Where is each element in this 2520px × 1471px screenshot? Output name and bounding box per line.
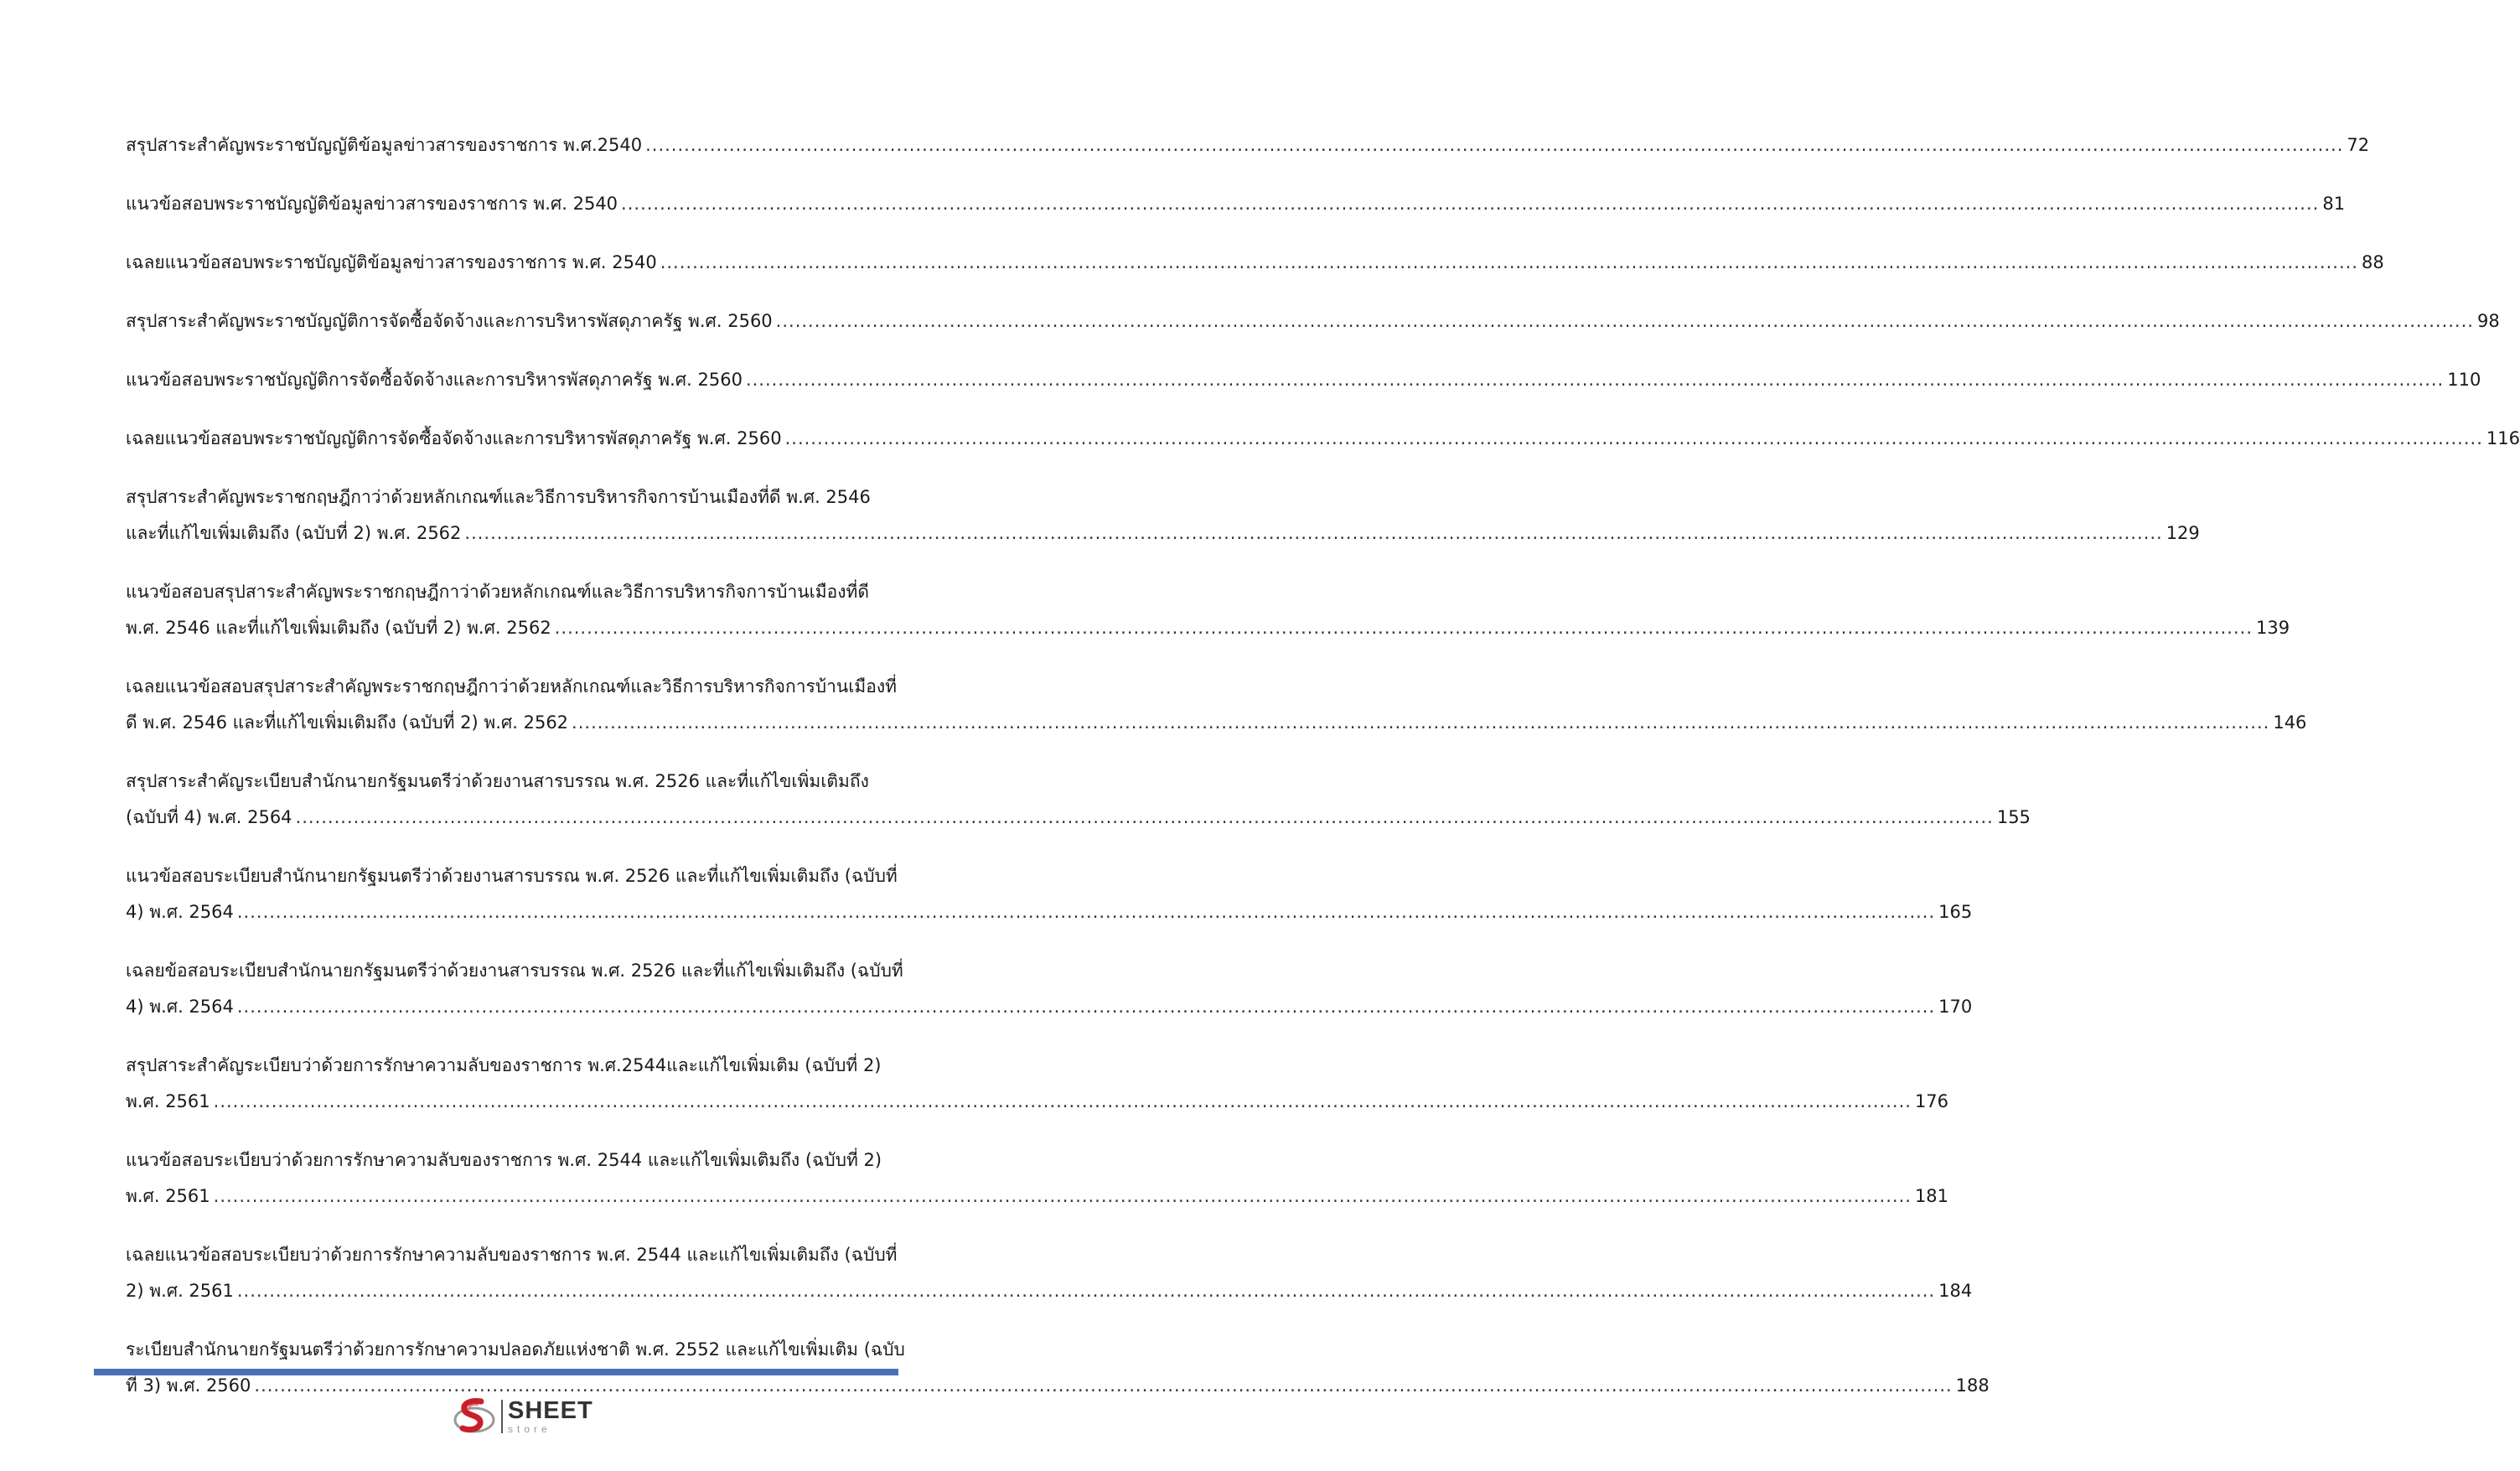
logo-word: SHEET (508, 1397, 593, 1424)
toc-page-number: 129 (2166, 523, 2200, 543)
toc-entry-title: 4) พ.ศ. 2564 (126, 997, 234, 1017)
toc-entry-line (126, 1084, 1949, 1120)
toc-entry-line (126, 1273, 1973, 1309)
toc-leader-dots (237, 989, 1935, 1025)
toc-entry-title: แนวข้อสอบระเบียบสำนักนายกรัฐมนตรีว่าด้วยงานสารบรรณ พ.ศ. 2526 และที่แก้ไขเพิ่มเติมถึง (ฉบับที่ (126, 866, 898, 886)
toc-leader-dots (214, 1178, 1912, 1215)
toc-entry-title: สรุปสาระสำคัญระเบียบสำนักนายกรัฐมนตรีว่าด้วยงานสารบรรณ พ.ศ. 2526 และที่แก้ไขเพิ่มเติมถึง (126, 771, 869, 791)
toc-page-number: 146 (2273, 712, 2307, 733)
toc-entry-line (126, 1237, 918, 1273)
toc-entry-line (126, 186, 2346, 222)
footer-rule (94, 1369, 898, 1375)
toc-entry-line (126, 989, 1973, 1025)
toc-entry-title: พ.ศ. 2561 (126, 1186, 210, 1206)
toc-entry-line (126, 953, 918, 989)
logo-text (508, 1399, 593, 1434)
toc-entry[interactable] (126, 669, 2307, 741)
toc-page-number: 184 (1938, 1281, 1973, 1301)
toc-entry[interactable] (126, 858, 1973, 930)
toc-entry-title: แนวข้อสอบพระราชบัญญัติการจัดซื้อจัดจ้างและการบริหารพัสดุภาครัฐ พ.ศ. 2560 (126, 370, 743, 390)
toc-entry-title: ดี พ.ศ. 2546 และที่แก้ไขเพิ่มเติมถึง (ฉบับที่ 2) พ.ศ. 2562 (126, 712, 569, 733)
toc-leader-dots (214, 1084, 1912, 1120)
toc-entry-title: สรุปสาระสำคัญพระราชบัญญัติการจัดซื้อจัดจ้างและการบริหารพัสดุภาครัฐ พ.ศ. 2560 (126, 311, 773, 331)
toc-leader-dots (464, 515, 2162, 552)
toc-leader-dots (785, 421, 2483, 457)
toc-leader-dots (746, 362, 2444, 398)
toc-entry-title: (ฉบับที่ 4) พ.ศ. 2564 (126, 807, 292, 827)
toc-page-number: 98 (2476, 311, 2500, 331)
toc-entry-line (126, 858, 918, 894)
toc-page-number: 165 (1938, 902, 1973, 922)
table-of-contents (126, 127, 2520, 1427)
toc-entry[interactable] (126, 245, 2384, 281)
toc-entry[interactable] (126, 953, 1973, 1025)
toc-page-number: 88 (2361, 252, 2384, 272)
toc-entry[interactable] (126, 421, 2520, 457)
toc-entry-line (126, 127, 2370, 163)
toc-page-number: 110 (2447, 370, 2481, 390)
sheet-store-logo-icon (453, 1395, 496, 1438)
toc-entry-line (126, 705, 2307, 741)
toc-page-number: 176 (1914, 1091, 1949, 1111)
toc-entry-line (126, 421, 2520, 457)
toc-page-number: 188 (1955, 1375, 1990, 1396)
toc-page-number: 170 (1938, 997, 1973, 1017)
toc-entry[interactable] (126, 362, 2481, 398)
toc-entry-title: แนวข้อสอบพระราชบัญญัติข้อมูลข่าวสารของราชการ พ.ศ. 2540 (126, 194, 618, 214)
toc-entry-line (126, 894, 1973, 930)
toc-entry-title: เฉลยแนวข้อสอบพระราชบัญญัติการจัดซื้อจัดจ้างและการบริหารพัสดุภาครัฐ พ.ศ. 2560 (126, 428, 782, 448)
toc-entry-line (126, 303, 2500, 339)
sheet-store-logo (453, 1393, 593, 1440)
toc-entry-title: เฉลยแนวข้อสอบระเบียบว่าด้วยการรักษาความลับของราชการ พ.ศ. 2544 และแก้ไขเพิ่มเติมถึง (ฉบับที่ (126, 1245, 898, 1265)
toc-page-number: 155 (1996, 807, 2031, 827)
toc-entry[interactable] (126, 127, 2370, 163)
toc-page-number: 72 (2347, 135, 2370, 155)
toc-entry-line (126, 1178, 1949, 1215)
toc-entry-line (126, 245, 2384, 281)
toc-leader-dots (237, 894, 1935, 930)
toc-entry-title: 4) พ.ศ. 2564 (126, 902, 234, 922)
toc-entry-title: ระเบียบสำนักนายกรัฐมนตรีว่าด้วยการรักษาความปลอดภัยแห่งชาติ พ.ศ. 2552 และแก้ไขเพิ่มเติม (ฉบับ (126, 1339, 905, 1360)
toc-entry-title: เฉลยแนวข้อสอบพระราชบัญญัติข้อมูลข่าวสารของราชการ พ.ศ. 2540 (126, 252, 657, 272)
toc-entry-line (126, 515, 2200, 552)
toc-entry-title: สรุปสาระสำคัญระเบียบว่าด้วยการรักษาความลับของราชการ พ.ศ.2544และแก้ไขเพิ่มเติม (ฉบับที่ 2) (126, 1055, 882, 1075)
toc-entry-title: พ.ศ. 2546 และที่แก้ไขเพิ่มเติมถึง (ฉบับที่ 2) พ.ศ. 2562 (126, 618, 551, 638)
toc-entry-line (126, 1048, 918, 1084)
toc-entry[interactable] (126, 1142, 1949, 1215)
toc-entry-title: พ.ศ. 2561 (126, 1091, 210, 1111)
toc-entry-line (126, 764, 918, 800)
toc-entry-line (126, 1332, 918, 1368)
toc-entry-line (126, 669, 918, 705)
toc-entry-line (126, 1142, 918, 1178)
toc-entry-title: 2) พ.ศ. 2561 (126, 1281, 234, 1301)
toc-entry-line (126, 574, 918, 610)
toc-entry[interactable] (126, 1048, 1949, 1120)
toc-entry-line (126, 362, 2481, 398)
toc-entry-title: แนวข้อสอบสรุปสาระสำคัญพระราชกฤษฎีกาว่าด้วยหลักเกณฑ์และวิธีการบริหารกิจการบ้านเมืองที่ดี (126, 582, 869, 602)
toc-entry-title: ที่ 3) พ.ศ. 2560 (126, 1375, 251, 1396)
toc-leader-dots (296, 800, 1994, 836)
toc-entry[interactable] (126, 574, 2290, 646)
toc-entry[interactable] (126, 764, 2031, 836)
toc-entry[interactable] (126, 303, 2500, 339)
toc-entry-title: สรุปสาระสำคัญพระราชบัญญัติข้อมูลข่าวสารของราชการ พ.ศ.2540 (126, 135, 643, 155)
toc-page-number: 139 (2256, 618, 2290, 638)
toc-leader-dots (660, 245, 2358, 281)
toc-entry-title: แนวข้อสอบระเบียบว่าด้วยการรักษาความลับของราชการ พ.ศ. 2544 และแก้ไขเพิ่มเติมถึง (ฉบับที่ 2) (126, 1150, 882, 1170)
toc-leader-dots (621, 186, 2319, 222)
toc-entry[interactable] (126, 1237, 1973, 1309)
logo-subword: store (508, 1423, 551, 1435)
toc-leader-dots (776, 303, 2474, 339)
toc-leader-dots (237, 1273, 1935, 1309)
toc-entry-title: เฉลยข้อสอบระเบียบสำนักนายกรัฐมนตรีว่าด้วยงานสารบรรณ พ.ศ. 2526 และที่แก้ไขเพิ่มเติมถึง (ฉบับที่ (126, 961, 903, 981)
toc-leader-dots (555, 610, 2253, 646)
toc-entry[interactable] (126, 186, 2346, 222)
toc-entry-line (126, 610, 2290, 646)
toc-entry-title: เฉลยแนวข้อสอบสรุปสาระสำคัญพระราชกฤษฎีกาว่าด้วยหลักเกณฑ์และวิธีการบริหารกิจการบ้านเมืองที่ (126, 676, 897, 697)
toc-entry-line (126, 479, 918, 515)
toc-leader-dots (572, 705, 2269, 741)
toc-entry-title: สรุปสาระสำคัญพระราชกฤษฎีกาว่าด้วยหลักเกณฑ์และวิธีการบริหารกิจการบ้านเมืองที่ดี พ.ศ. 2546 (126, 487, 871, 507)
toc-page-number: 181 (1914, 1186, 1949, 1206)
toc-leader-dots (645, 127, 2343, 163)
toc-page-number: 116 (2486, 428, 2520, 448)
toc-page-number: 81 (2322, 194, 2346, 214)
toc-entry-line (126, 800, 2031, 836)
toc-entry[interactable] (126, 479, 2200, 552)
logo-divider (501, 1400, 503, 1433)
toc-entry-title: และที่แก้ไขเพิ่มเติมถึง (ฉบับที่ 2) พ.ศ. 2562 (126, 523, 462, 543)
